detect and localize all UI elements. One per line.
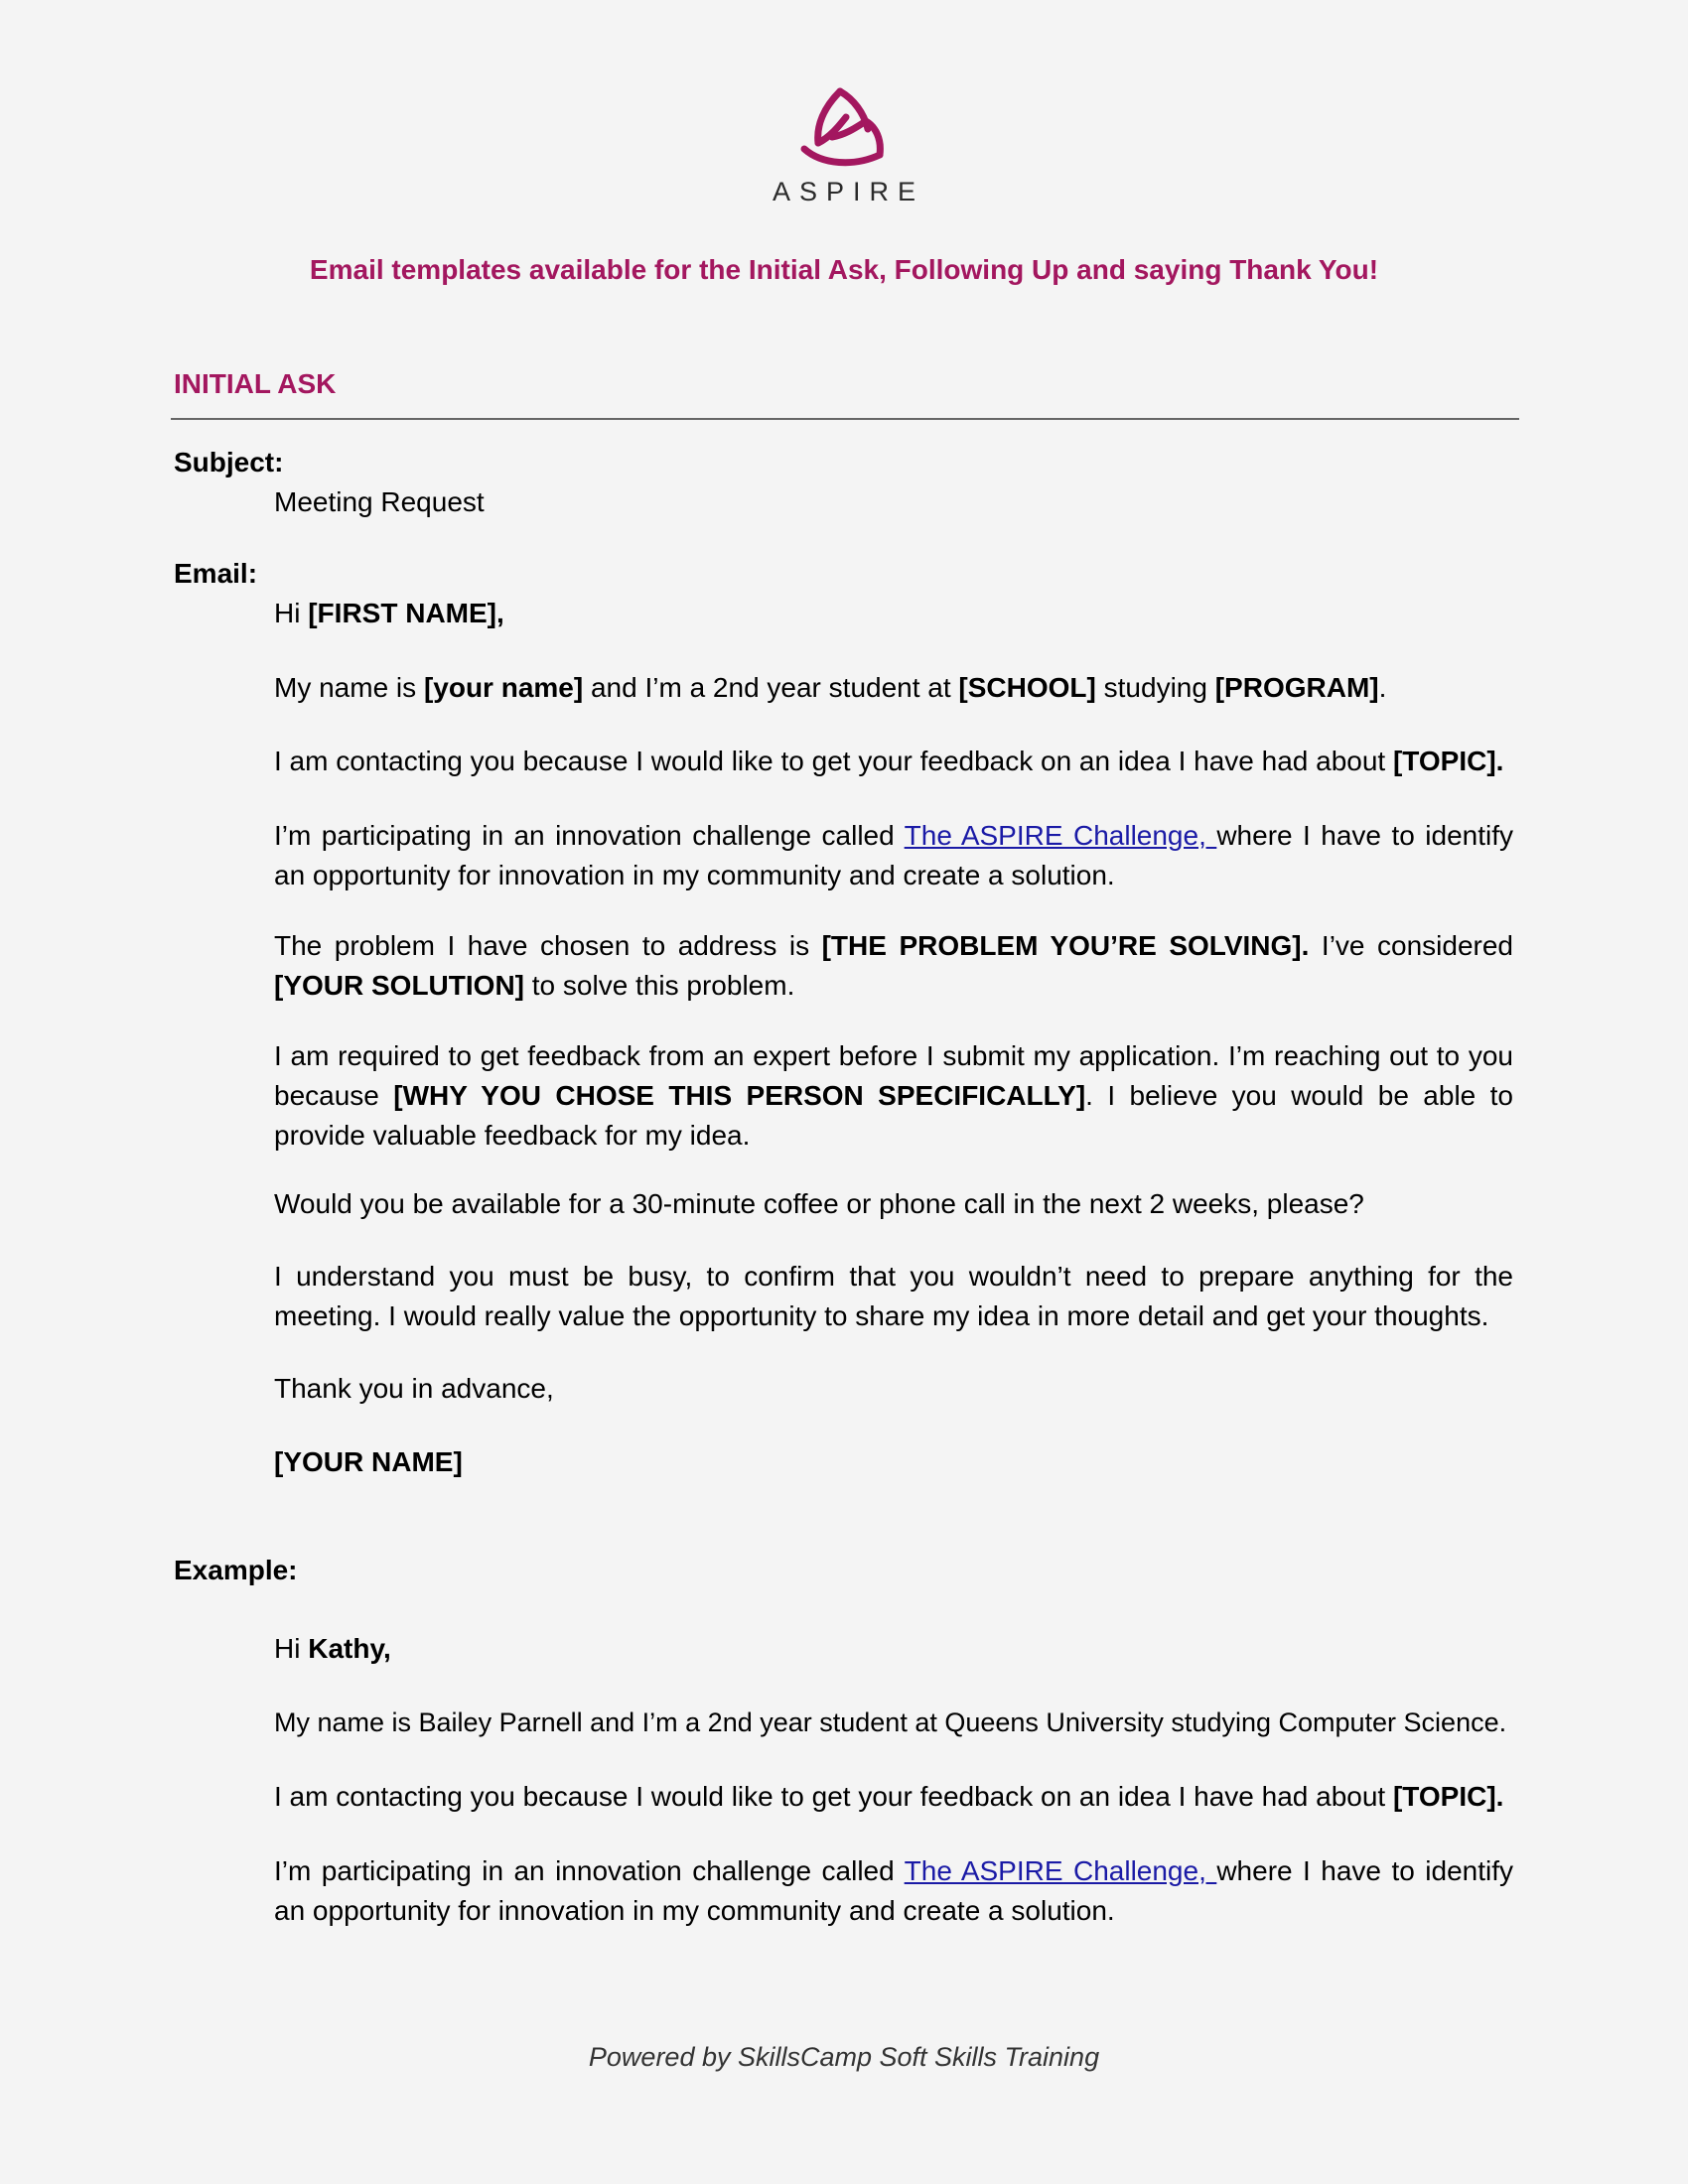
email-contact (274, 742, 1513, 781)
intro-text-4: . (1378, 672, 1387, 703)
feedback-text-2: . I believe you would be able to provide valuable feedback for my idea. (274, 1080, 1514, 1151)
example-aspire-challenge-link[interactable]: The ASPIRE Challenge, (904, 1855, 1217, 1886)
example-contact (274, 1777, 1513, 1817)
challenge-text-1: I’m participating in an innovation challenge called (274, 820, 905, 851)
example-challenge (274, 1851, 1513, 1931)
email-busy: I understand you must be busy, to confirm that you wouldn’t need to prepare anything for the meeting. I would really value the opportunity to share my idea in more detail and get your thoughts. (274, 1261, 1513, 1331)
why-placeholder: [WHY YOU CHOSE THIS PERSON SPECIFICALLY] (393, 1080, 1086, 1111)
section-divider (171, 418, 1519, 420)
greeting-name: [FIRST NAME], (308, 598, 504, 628)
email-availability: Would you be available for a 30-minute coffee or phone call in the next 2 weeks, please? (274, 1188, 1364, 1219)
example-greeting (274, 1629, 1513, 1669)
email-greeting (274, 594, 1513, 633)
example-contact-text: I am contacting you because I would like to get your feedback on an idea I have had about (274, 1781, 1393, 1812)
aspire-challenge-link[interactable]: The ASPIRE Challenge, (904, 820, 1217, 851)
example-greeting-name: Kathy, (308, 1633, 391, 1664)
problem-placeholder: [THE PROBLEM YOU’RE SOLVING]. (821, 930, 1310, 961)
feedback-text-1: I am required to get feedback from an expert before I submit my application. I’m reaching out to you because (274, 1040, 1513, 1111)
email-challenge (274, 816, 1513, 895)
challenge-text-2: where I have to identify an opportunity for innovation in my community and create a solution. (274, 820, 1513, 890)
intro-text-2: and I’m a 2nd year student at (583, 672, 959, 703)
problem-text-1: The problem I have chosen to address is (274, 930, 822, 961)
example-intro: My name is Bailey Parnell and I’m a 2nd year student at Queens University studying Computer Science. (274, 1707, 1507, 1737)
problem-text-2: I’ve considered (1309, 930, 1513, 961)
problem-text-3: to solve this problem. (524, 970, 795, 1001)
subject-value: Meeting Request (274, 486, 485, 517)
example-challenge-text-2: where I have to identify an opportunity for innovation in my community and create a solution. (274, 1855, 1513, 1926)
example-greeting-hi: Hi (274, 1633, 309, 1664)
logo-wordmark: ASPIRE (772, 177, 925, 206)
example-label: Example: (174, 1555, 298, 1585)
intro-text-1: My name is (274, 672, 424, 703)
contact-text: I am contacting you because I would like to get your feedback on an idea I have had about (274, 746, 1393, 776)
intro-name: [your name] (423, 672, 584, 703)
email-signature (274, 1442, 1513, 1482)
solution-placeholder: [YOUR SOLUTION] (274, 970, 524, 1001)
page-footer: Powered by SkillsCamp Soft Skills Training (588, 2042, 1100, 2072)
section-title: INITIAL ASK (174, 368, 337, 399)
email-problem (274, 926, 1513, 1006)
signature-placeholder: [YOUR NAME] (274, 1446, 463, 1477)
contact-topic: [TOPIC]. (1392, 746, 1504, 776)
email-label: Email: (174, 558, 258, 589)
email-feedback (274, 1036, 1513, 1156)
intro-text-3: studying (1095, 672, 1215, 703)
email-intro (274, 668, 1513, 708)
email-thanks: Thank you in advance, (274, 1373, 554, 1404)
intro-program: [PROGRAM] (1214, 672, 1379, 703)
aspire-knot-icon (794, 85, 894, 169)
intro-school: [SCHOOL] (958, 672, 1096, 703)
example-contact-topic: [TOPIC]. (1392, 1781, 1504, 1812)
aspire-logo (745, 85, 943, 207)
greeting-hi: Hi (274, 598, 309, 628)
subject-label: Subject: (174, 447, 284, 478)
page-headline: Email templates available for the Initial Ask, Following Up and saying Thank You! (309, 254, 1379, 285)
example-challenge-text-1: I’m participating in an innovation challenge called (274, 1855, 905, 1886)
